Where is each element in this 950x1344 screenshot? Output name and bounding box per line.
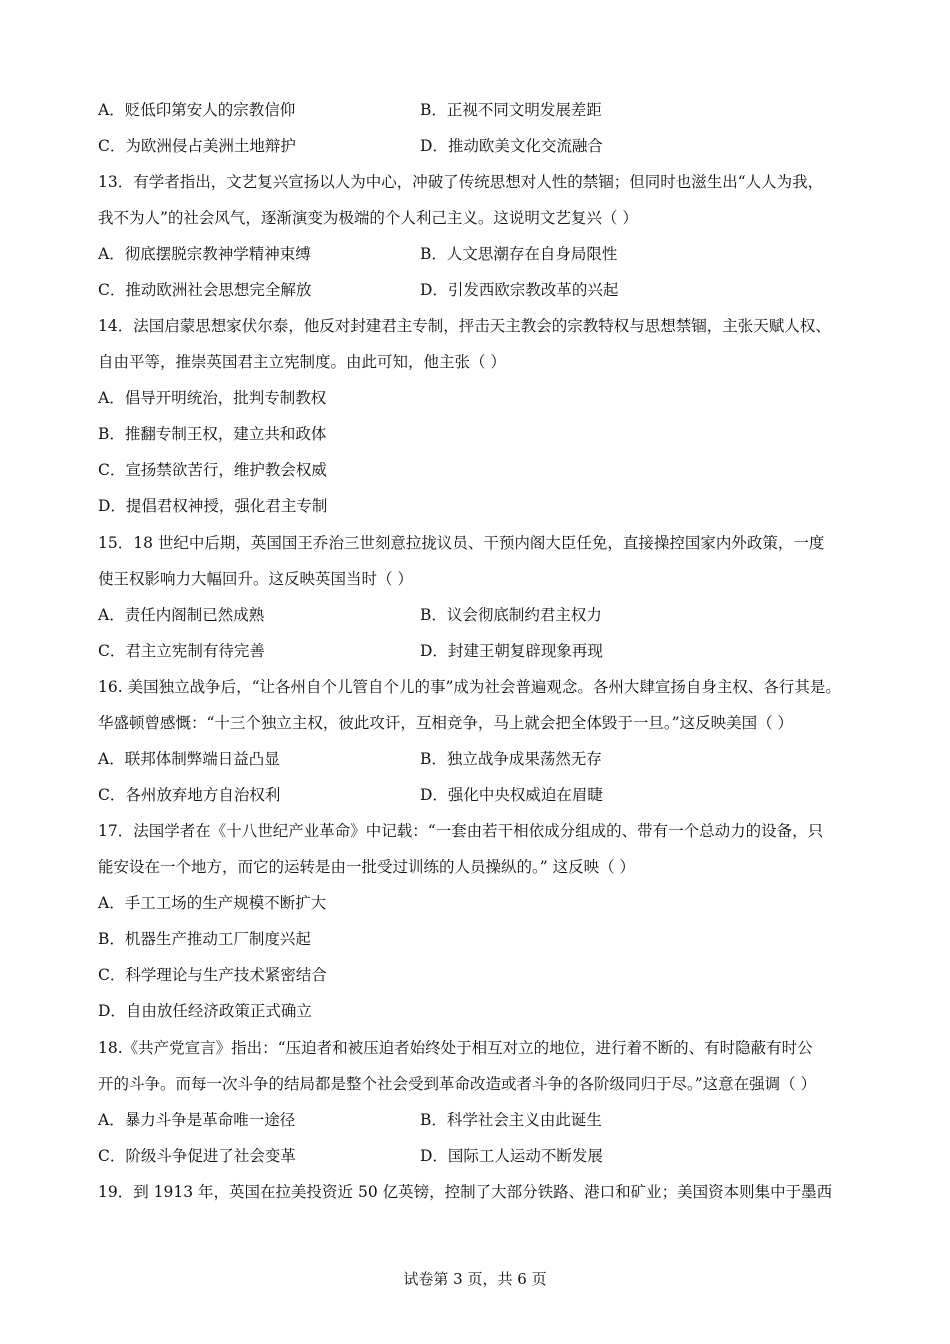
q18-stem-line1: 18.《共产党宣言》指出：“压迫者和被压迫者始终处于相互对立的地位，进行着不断的、有时隐蔽有时公 bbox=[98, 1039, 813, 1057]
q15-stem-line2: 使王权影响力大幅回升。这反映英国当时（ ） bbox=[98, 570, 413, 588]
q12-option-d: D．推动欧美文化交流融合 bbox=[420, 137, 603, 155]
q15-option-a: A．责任内阁制已然成熟 bbox=[98, 606, 265, 624]
q15-option-b: B．议会彻底制约君主权力 bbox=[420, 606, 602, 624]
q15-option-d: D．封建王朝复辟现象再现 bbox=[420, 642, 603, 660]
q14-option-b: B．推翻专制王权，建立共和政体 bbox=[98, 425, 327, 443]
q16-stem-line2: 华盛顿曾感慨：“十三个独立主权，彼此攻讦，互相竞争，马上就会把全体毁于一旦。”这反映美国（ ） bbox=[98, 714, 794, 732]
q13-option-b: B．人文思潮存在自身局限性 bbox=[420, 245, 618, 263]
q12-option-a: A．贬低印第安人的宗教信仰 bbox=[98, 101, 296, 119]
q16-stem-line1: 16. 美国独立战争后，“让各州自个儿管自个儿的事”成为社会普遍观念。各州大肆宣扬自身主权、各行其是。 bbox=[98, 678, 841, 696]
q17-option-c: C．科学理论与生产技术紧密结合 bbox=[98, 966, 327, 984]
q13-option-a: A．彻底摆脱宗教神学精神束缚 bbox=[98, 245, 311, 263]
q17-stem-line2: 能安设在一个地方，而它的运转是由一批受过训练的人员操纵的。” 这反映（ ） bbox=[98, 858, 636, 876]
q17-option-b: B．机器生产推动工厂制度兴起 bbox=[98, 930, 311, 948]
q15-option-c: C．君主立宪制有待完善 bbox=[98, 642, 265, 660]
q12-option-b: B．正视不同文明发展差距 bbox=[420, 101, 602, 119]
q17-stem-line1: 17．法国学者在《十八世纪产业革命》中记载：“一套由若干相依成分组成的、带有一个总动力的设备，只 bbox=[98, 822, 824, 840]
q14-option-c: C．宣扬禁欲苦行，维护教会权威 bbox=[98, 461, 327, 479]
q19-stem-line1: 19．到 1913 年，英国在拉美投资近 50 亿英镑，控制了大部分铁路、港口和矿业；美国资本则集中于墨西 bbox=[98, 1183, 833, 1201]
q16-option-d: D．强化中央权威迫在眉睫 bbox=[420, 786, 603, 804]
q13-stem-line1: 13．有学者指出，文艺复兴宣扬以人为中心，冲破了传统思想对人性的禁锢；但同时也滋生出“人人为我， bbox=[98, 173, 824, 191]
q13-stem-line2: 我不为人”的社会风气，逐渐演变为极端的个人利己主义。这说明文艺复兴（ ） bbox=[98, 209, 638, 227]
q13-option-d: D．引发西欧宗教改革的兴起 bbox=[420, 281, 619, 299]
q14-option-a: A．倡导开明统治，批判专制教权 bbox=[98, 389, 327, 407]
q15-stem-line1: 15．18 世纪中后期，英国国王乔治三世刻意拉拢议员、干预内阁大臣任免，直接操控国家内外政策，一度 bbox=[98, 534, 825, 552]
q14-stem-line1: 14．法国启蒙思想家伏尔泰，他反对封建君主专制，抨击天主教会的宗教特权与思想禁锢，主张天赋人权、 bbox=[98, 317, 831, 335]
q18-stem-line2: 开的斗争。而每一次斗争的结局都是整个社会受到革命改造或者斗争的各阶级同归于尽。”这意在强调（ ） bbox=[98, 1075, 817, 1093]
q18-option-a: A．暴力斗争是革命唯一途径 bbox=[98, 1111, 296, 1129]
q16-option-c: C．各州放弃地方自治权利 bbox=[98, 786, 281, 804]
q16-option-b: B．独立战争成果荡然无存 bbox=[420, 750, 602, 768]
q17-option-d: D．自由放任经济政策正式确立 bbox=[98, 1002, 312, 1020]
q16-option-a: A．联邦体制弊端日益凸显 bbox=[98, 750, 280, 768]
q18-option-b: B．科学社会主义由此诞生 bbox=[420, 1111, 602, 1129]
page-footer: 试卷第 3 页，共 6 页 bbox=[403, 1270, 547, 1288]
q17-option-a: A．手工工场的生产规模不断扩大 bbox=[98, 894, 327, 912]
q18-option-d: D．国际工人运动不断发展 bbox=[420, 1147, 603, 1165]
q18-option-c: C．阶级斗争促进了社会变革 bbox=[98, 1147, 296, 1165]
q12-option-c: C．为欧洲侵占美洲土地辩护 bbox=[98, 137, 296, 155]
q14-stem-line2: 自由平等，推崇英国君主立宪制度。由此可知，他主张（ ） bbox=[98, 353, 506, 371]
q13-option-c: C．推动欧洲社会思想完全解放 bbox=[98, 281, 312, 299]
q14-option-d: D．提倡君权神授，强化君主专制 bbox=[98, 497, 328, 515]
